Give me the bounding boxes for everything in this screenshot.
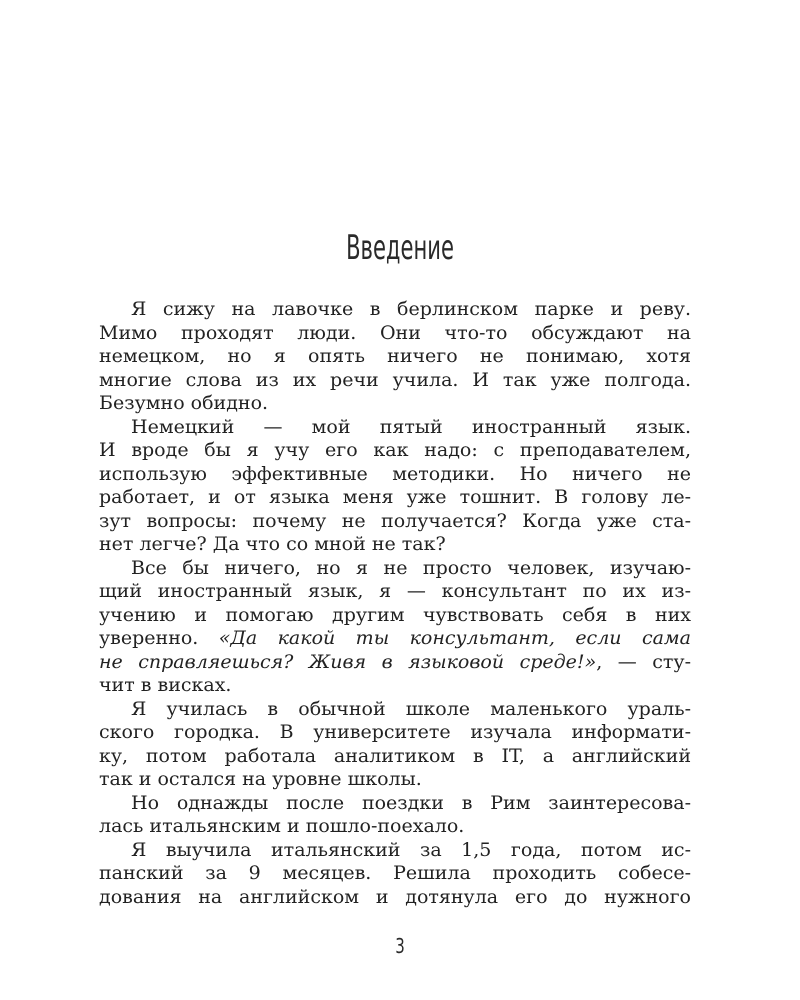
chapter-title: Введение xyxy=(346,228,454,268)
text-line: Я сижу на лавочке в берлинском парке и реву. xyxy=(131,298,691,320)
text-line: работает, и от языка меня уже тошнит. В голову ле- xyxy=(99,486,691,508)
body-text xyxy=(99,298,691,909)
text-run: , — сту- xyxy=(596,650,692,673)
text-line: немецком, но я опять ничего не понимаю, хотя xyxy=(99,345,691,367)
paragraph xyxy=(99,698,691,792)
text-line: панский за 9 месяцев. Решила проходить собесе- xyxy=(99,862,691,884)
text-line: Немецкий — мой пятый иностранный язык. xyxy=(131,415,691,438)
text-line: ского городка. В университете изучала информати- xyxy=(99,721,691,743)
text-line: щий иностранный язык, я — консультант по их из- xyxy=(99,580,691,602)
text-line: Безумно обидно. xyxy=(99,392,269,414)
text-line: Но однажды после поездки в Рим заинтересова- xyxy=(131,791,691,814)
paragraph xyxy=(99,298,691,416)
text-line: чит в висках. xyxy=(99,674,232,696)
text-line: лась итальянским и пошло-поехало. xyxy=(99,815,465,837)
text-line: ку, потом работала аналитиком в IT, а английский xyxy=(99,744,691,767)
italic-quote: «Да какой ты консультант, если сама xyxy=(218,627,691,649)
text-line: многие слова из их речи учила. И так уже полгода. xyxy=(99,368,691,391)
text-line: так и остался на уровне школы. xyxy=(99,768,422,790)
text-line xyxy=(99,651,691,675)
text-line: учению и помогаю другим чувствовать себя в них xyxy=(99,603,691,626)
text-line: И вроде бы я учу его как надо: с преподавателем, xyxy=(99,439,691,461)
text-line: нет легче? Да что со мной не так? xyxy=(99,533,446,555)
page-number: 3 xyxy=(395,934,405,958)
paragraph xyxy=(99,792,691,839)
paragraph xyxy=(99,839,691,910)
text-run: уверенно. xyxy=(99,627,219,649)
text-line xyxy=(99,627,691,651)
paragraph xyxy=(99,416,691,557)
paragraph xyxy=(99,557,691,698)
text-line: Все бы ничего, но я не просто человек, изучаю- xyxy=(131,556,691,579)
text-line: Я училась в обычной школе маленького ураль- xyxy=(131,697,691,720)
italic-quote: не справляешься? Живя в языковой среде!» xyxy=(99,650,597,673)
text-line: Я выучила итальянский за 1,5 года, потом ис- xyxy=(131,838,691,861)
text-line: зут вопросы: почему не получается? Когда уже ста- xyxy=(99,509,691,532)
text-line: дования на английском и дотянула его до нужного xyxy=(99,885,691,908)
text-line: использую эффективные методики. Но ничего не xyxy=(99,462,691,485)
text-line: Мимо проходят люди. Они что-то обсуждают на xyxy=(99,321,691,344)
